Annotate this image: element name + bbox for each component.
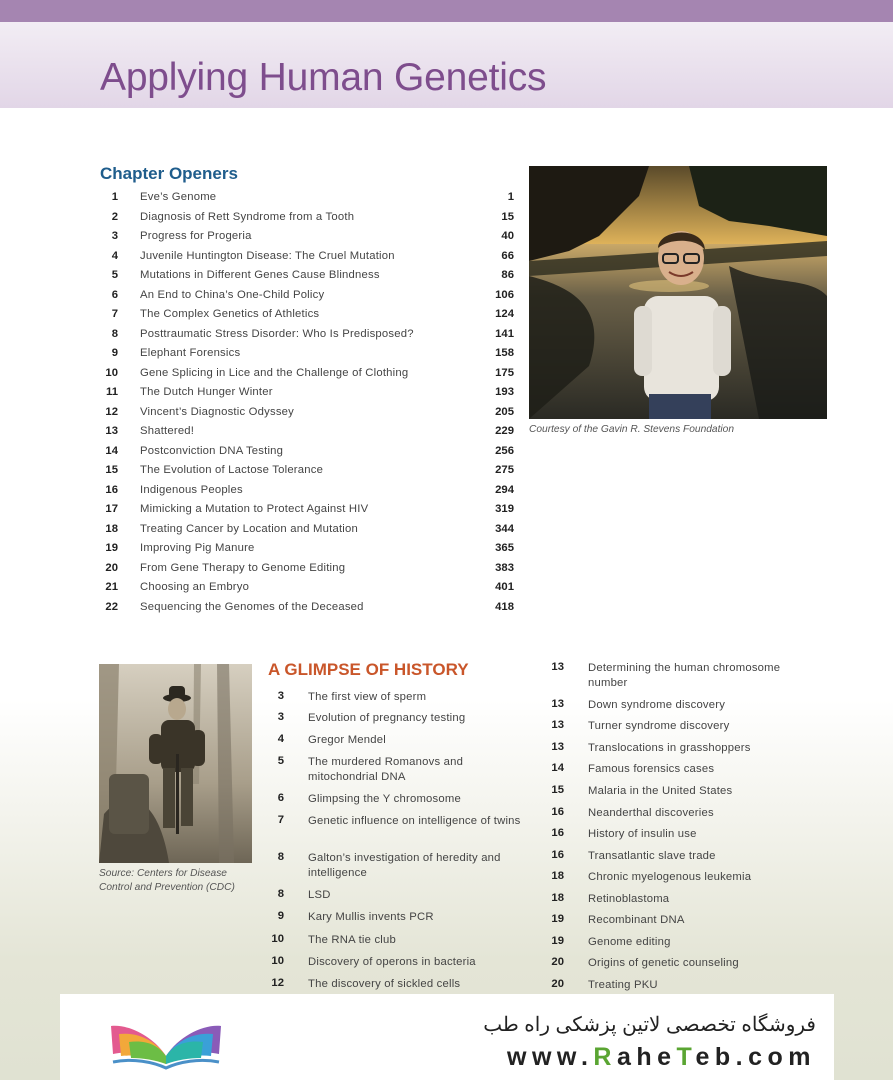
page-number: 365	[495, 542, 514, 554]
chapter-opener-row	[100, 425, 514, 445]
history-item-text: Translocations in grasshoppers	[588, 742, 751, 754]
chapter-number: 6	[277, 792, 284, 804]
history-item-text: The RNA tie club	[308, 934, 396, 946]
page-number: 158	[495, 347, 514, 359]
history-item-text: Transatlantic slave trade	[588, 850, 716, 862]
chapter-opener-row	[100, 386, 514, 406]
chapter-number: 11	[106, 386, 118, 398]
chapter-opener-row	[100, 562, 514, 582]
chapter-opener-row	[100, 211, 514, 231]
page-number: 294	[495, 483, 514, 496]
chapter-number: 13	[551, 719, 564, 731]
page-number: 40	[501, 230, 514, 242]
chapter-number: 10	[271, 955, 284, 967]
chapter-opener-title: The Dutch Hunger Winter	[140, 386, 273, 398]
vintage-man-photo	[99, 664, 252, 863]
history-item-text: Retinoblastoma	[588, 893, 670, 905]
page-number: 401	[495, 581, 514, 593]
photo1-caption: Courtesy of the Gavin R. Stevens Foundation	[529, 424, 734, 435]
chapter-number: 7	[111, 308, 118, 320]
page-number: 193	[495, 386, 514, 398]
history-item-text: The discovery of sickled cells	[308, 978, 461, 990]
history-item-text: Chronic myelogenous leukemia	[588, 871, 752, 883]
chapter-opener-row	[100, 484, 514, 504]
chapter-number: 5	[111, 269, 118, 281]
chapter-number: 13	[551, 698, 564, 710]
chapter-opener-title: Indigenous Peoples	[140, 483, 243, 496]
page-number: 175	[495, 366, 514, 379]
chapter-number: 4	[277, 733, 284, 745]
page-number: 141	[495, 327, 514, 340]
chapter-number: 14	[551, 762, 564, 774]
chapter-opener-row	[100, 289, 514, 309]
page-number: 418	[495, 600, 514, 613]
chapter-number: 2	[111, 210, 118, 223]
top-color-bar	[0, 0, 893, 22]
chapter-number: 19	[105, 542, 118, 554]
chapter-number: 3	[277, 711, 284, 723]
chapter-number: 4	[111, 249, 118, 262]
chapter-number: 19	[551, 913, 564, 925]
photo2-caption: Source: Centers for Disease Control and Prevention (CDC)	[99, 868, 235, 893]
history-item-text: Turner syndrome discovery	[588, 720, 730, 732]
page-number: 1	[507, 191, 514, 203]
chapter-number: 8	[277, 888, 284, 900]
history-item-text: Kary Mullis invents PCR	[308, 911, 434, 923]
chapter-opener-title: Vincent’s Diagnostic Odyssey	[140, 405, 294, 418]
history-item-text: Discovery of operons in bacteria	[308, 956, 476, 968]
history-item-text: Glimpsing the Y chromosome	[308, 793, 461, 805]
history-item-text: The murdered Romanovs and mitochondrial DNA	[308, 756, 464, 783]
chapter-opener-row	[100, 601, 514, 621]
chapter-number: 16	[105, 483, 118, 496]
chapter-openers-list	[100, 191, 514, 620]
chapter-number: 5	[277, 755, 284, 767]
chapter-number: 8	[111, 327, 118, 340]
page-number: 319	[495, 503, 514, 515]
chapter-opener-row	[100, 250, 514, 270]
chapter-number: 7	[277, 814, 284, 826]
chapter-opener-row	[100, 347, 514, 367]
chapter-opener-row	[100, 503, 514, 523]
chapter-opener-title: Posttraumatic Stress Disorder: Who Is Predisposed?	[140, 327, 414, 340]
history-item-text: Evolution of pregnancy testing	[308, 712, 466, 724]
chapter-opener-row	[100, 542, 514, 562]
chapter-number: 18	[105, 522, 118, 535]
chapter-number: 19	[551, 935, 564, 947]
page-number: 205	[495, 405, 514, 418]
history-item-text: Recombinant DNA	[588, 914, 685, 926]
chapter-opener-row	[100, 581, 514, 601]
store-name: فروشگاه تخصصی لاتین پزشکی راه طب	[483, 1014, 816, 1036]
chapter-number: 20	[105, 561, 118, 574]
chapter-opener-row	[100, 191, 514, 211]
chapter-number: 16	[551, 806, 564, 818]
history-item-text: Malaria in the United States	[588, 785, 733, 797]
chapter-opener-row	[100, 464, 514, 484]
chapter-opener-title: Diagnosis of Rett Syndrome from a Tooth	[140, 210, 355, 223]
chapter-number: 1	[111, 191, 118, 203]
chapter-number: 20	[551, 956, 564, 968]
chapter-number: 22	[105, 600, 118, 613]
history-item-text: Treating PKU	[588, 979, 658, 991]
chapter-number: 15	[551, 784, 564, 796]
page-title: Applying Human Genetics	[100, 56, 547, 99]
store-footer	[60, 994, 834, 1080]
chapter-number: 10	[105, 366, 118, 379]
chapter-opener-title: Choosing an Embryo	[140, 581, 250, 593]
chapter-number: 9	[277, 910, 284, 922]
chapter-number: 12	[271, 977, 284, 989]
chapter-opener-title: Mutations in Different Genes Cause Blindness	[140, 269, 380, 281]
chapter-opener-title: Elephant Forensics	[140, 347, 241, 359]
chapter-number: 6	[111, 288, 118, 301]
chapter-number: 18	[551, 870, 564, 882]
chapter-number: 8	[277, 851, 284, 863]
history-item-text: Down syndrome discovery	[588, 699, 726, 711]
chapter-opener-row	[100, 269, 514, 289]
chapter-number: 12	[105, 405, 118, 418]
chapter-opener-title: Eve’s Genome	[140, 191, 217, 203]
page-number: 66	[501, 249, 514, 262]
chapter-number: 13	[105, 425, 118, 437]
chapter-opener-title: Shattered!	[140, 425, 195, 437]
chapter-number: 21	[105, 581, 118, 593]
chapter-opener-row	[100, 328, 514, 348]
history-item-text: History of insulin use	[588, 828, 697, 840]
chapter-opener-row	[100, 308, 514, 328]
chapter-opener-row	[100, 445, 514, 465]
chapter-opener-title: Sequencing the Genomes of the Deceased	[140, 600, 364, 613]
chapter-opener-title: The Complex Genetics of Athletics	[140, 308, 320, 320]
chapter-number: 3	[277, 690, 284, 702]
chapter-opener-title: Improving Pig Manure	[140, 542, 255, 554]
chapter-opener-row	[100, 523, 514, 543]
chapter-number: 18	[551, 892, 564, 904]
chapter-opener-title: Postconviction DNA Testing	[140, 444, 284, 457]
chapter-opener-title: Gene Splicing in Lice and the Challenge of Clothing	[140, 366, 409, 379]
page-number: 124	[495, 308, 514, 320]
url-part: T	[676, 1043, 696, 1071]
history-item-text: Genome editing	[588, 936, 671, 948]
page-number: 86	[501, 269, 514, 281]
open-book-logo	[103, 1006, 229, 1070]
chapter-opener-title: Mimicking a Mutation to Protect Against HIV	[140, 503, 369, 515]
history-item-text: Gregor Mendel	[308, 734, 386, 746]
page-number: 229	[495, 425, 514, 437]
history-item-text: The first view of sperm	[308, 691, 427, 703]
chapter-opener-title: Progress for Progeria	[140, 230, 252, 242]
page-number: 256	[495, 444, 514, 457]
chapter-number: 20	[551, 978, 564, 990]
history-item-text: Origins of genetic counseling	[588, 957, 739, 969]
history-item-text: Determining the human chromosome number	[588, 662, 781, 689]
chapter-number: 17	[105, 503, 118, 515]
chapter-number: 13	[551, 661, 564, 673]
page-number: 15	[501, 210, 514, 223]
url-part: eb.com	[695, 1043, 816, 1071]
chapter-opener-row	[100, 406, 514, 426]
chapter-opener-title: Treating Cancer by Location and Mutation	[140, 522, 358, 535]
history-item-text: LSD	[308, 889, 331, 901]
page-number: 383	[495, 561, 514, 574]
history-heading: A GLIMPSE OF HISTORY	[268, 660, 469, 679]
page-number: 275	[495, 464, 514, 476]
chapter-number: 3	[111, 230, 118, 242]
chapter-opener-title: The Evolution of Lactose Tolerance	[140, 464, 324, 476]
chapter-number: 9	[111, 347, 118, 359]
chapter-number: 16	[551, 849, 564, 861]
url-part: R	[593, 1043, 617, 1071]
page-number: 344	[495, 522, 514, 535]
history-item-text: Galton’s investigation of heredity and intelligence	[308, 852, 501, 879]
chapter-number: 14	[105, 444, 118, 457]
chapter-opener-title: An End to China’s One-Child Policy	[140, 288, 325, 301]
chapter-opener-row	[100, 367, 514, 387]
store-url	[507, 1043, 816, 1072]
chapter-openers-heading: Chapter Openers	[100, 164, 238, 183]
history-item-text: Famous forensics cases	[588, 763, 715, 775]
url-part: ahe	[616, 1043, 677, 1071]
chapter-number: 13	[551, 741, 564, 753]
chapter-opener-title: From Gene Therapy to Genome Editing	[140, 561, 346, 574]
page-number: 106	[495, 288, 514, 301]
chapter-number: 15	[105, 464, 118, 476]
boy-at-lake-photo	[529, 166, 827, 419]
history-item-text: Neanderthal discoveries	[588, 807, 714, 819]
chapter-opener-title: Juvenile Huntington Disease: The Cruel Mutation	[140, 249, 395, 262]
url-part: www.	[507, 1043, 594, 1071]
chapter-number: 16	[551, 827, 564, 839]
chapter-number: 10	[271, 933, 284, 945]
chapter-opener-row	[100, 230, 514, 250]
history-item-text: Genetic influence on intelligence of twins	[308, 815, 521, 827]
